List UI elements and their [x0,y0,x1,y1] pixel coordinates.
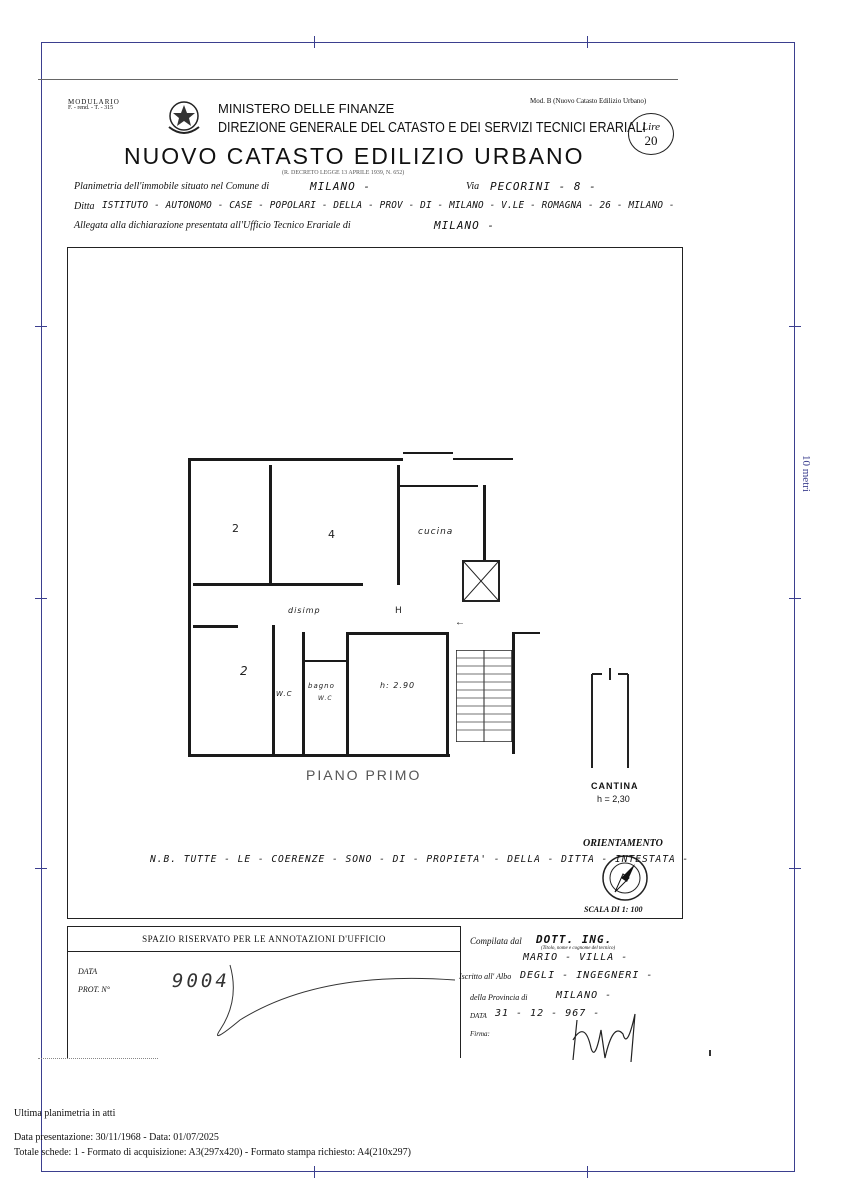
cantina-height: h = 2,30 [597,794,630,804]
wall [188,458,403,461]
room-label: W.C [318,695,333,702]
frame-tick [587,36,588,48]
room-label: bagno [308,682,335,690]
room-label: W.C [276,690,293,698]
scale-label: 10 metri [800,455,812,492]
wall [400,485,478,487]
mark [709,1050,711,1056]
scale-text: SCALA DI 1: 100 [584,905,643,914]
room-label: H [395,606,402,616]
firma-label: Firma: [470,1030,490,1038]
frame-tick [35,326,47,327]
office-scribble [200,950,460,1050]
footer-line-2: Data presentazione: 30/11/1968 - Data: 01/07/2025 [14,1132,219,1143]
ministry-label: MINISTERO DELLE FINANZE [218,101,395,116]
wall [272,625,275,755]
wall [453,458,513,460]
direction-label: DIREZIONE GENERALE DEL CATASTO E DEI SERVIZI TECNICI ERARIALI [218,120,647,136]
frame-tick [314,1166,315,1178]
staircase-icon [456,650,512,742]
modulario-label: MODULARIO [68,98,120,106]
wall [302,632,305,754]
via-value: PECORINI - 8 - [490,180,597,193]
prot-number: 9004 [172,970,230,992]
wall [269,465,272,585]
frame-tick [789,868,801,869]
comune-value: MILANO - [310,180,371,193]
decree-label: (R. DECRETO LEGGE 13 APRILE 1939, N. 652) [282,170,405,176]
cantina-plan [588,668,632,768]
wall [188,458,191,756]
iscritto-label: Iscritto all' Albo [459,972,512,981]
scale-bar [794,330,795,598]
frame-tick [789,598,801,599]
wall [512,632,540,634]
cantina-label: CANTINA [591,781,639,791]
office-data-label: DATA [78,967,98,976]
wall [483,485,486,560]
modulario-code: F. - rend. - T. - 315 [68,105,114,111]
provincia-label: della Provincia di [470,993,528,1002]
coherence-note: N.B. TUTTE - LE - COERENZE - SONO - DI - PROPIETA' - DELLA - DITTA - INTESTATA - [150,854,690,865]
page-title: NUOVO CATASTO EDILIZIO URBANO [124,143,585,169]
via-label: Via [466,181,480,192]
wall [512,632,515,754]
ditta-label: Ditta [74,201,95,212]
room-label: 2 [232,522,239,535]
wall [188,754,450,757]
compiler-name: MARIO - VILLA - [523,952,629,963]
provincia-value: MILANO - [556,990,613,1001]
room-label: h: 2.90 [380,681,416,690]
elevator-shaft [462,560,500,602]
wall [193,625,238,628]
planimetria-label: Planimetria dell'immobile situato nel Comune di [74,181,270,192]
compilata-value: DOTT. ING. [536,933,613,946]
footer-line-3: Totale schede: 1 - Formato di acquisizione: A3(297x420) - Formato stampa richiesto: A4(210x297) [14,1147,411,1158]
signature [565,1000,655,1070]
emblem-icon [165,97,203,137]
compilata-label: Compilata dal [470,936,522,946]
floor-label: PIANO PRIMO [306,767,422,783]
arrow-left-icon: ← [455,617,465,628]
bottom-dotted-line [38,1058,158,1060]
wall [302,660,347,662]
wall [346,632,349,754]
frame-tick [587,1166,588,1178]
office-prot-label: PROT. N° [78,985,110,994]
room-label: cucina [418,527,454,537]
frame-tick [314,36,315,48]
office-heading: SPAZIO RISERVATO PER LE ANNOTAZIONI D'UFFICIO [142,934,386,944]
orientation-label: ORIENTAMENTO [583,838,663,849]
plan-box [67,247,683,919]
room-label: disimp [288,606,321,615]
frame-tick [789,326,801,327]
compiler-data-value: 31 - 12 - 967 - [495,1008,601,1019]
model-label: Mod. B (Nuovo Catasto Edilizio Urbano) [530,97,647,105]
wall [397,465,400,585]
allegata-value: MILANO - [434,219,495,232]
room-label: 2 [240,664,249,678]
footer-line-1: Ultima planimetria in atti [14,1108,116,1119]
compiler-data-label: DATA [470,1012,487,1020]
allegata-label: Allegata alla dichiarazione presentata all'Ufficio Tecnico Erariale di [74,220,351,231]
frame-tick [35,868,47,869]
wall [403,452,453,454]
iscritto-value: DEGLI - INGEGNERI - [520,970,654,981]
compilata-subnote: (Titolo, nome e cognome del tecnico) [541,946,616,951]
scan-top-line [38,79,678,80]
ditta-value: ISTITUTO - AUTONOMO - CASE - POPOLARI - DELLA - PROV - DI - MILANO - V.LE - ROMAGNA - 26 - MILANO - [102,200,675,211]
wall [193,583,363,586]
wall [346,632,446,635]
frame-tick [35,598,47,599]
wall [446,632,449,756]
revenue-stamp: Lire 20 [628,113,674,155]
room-label: 4 [328,528,335,541]
